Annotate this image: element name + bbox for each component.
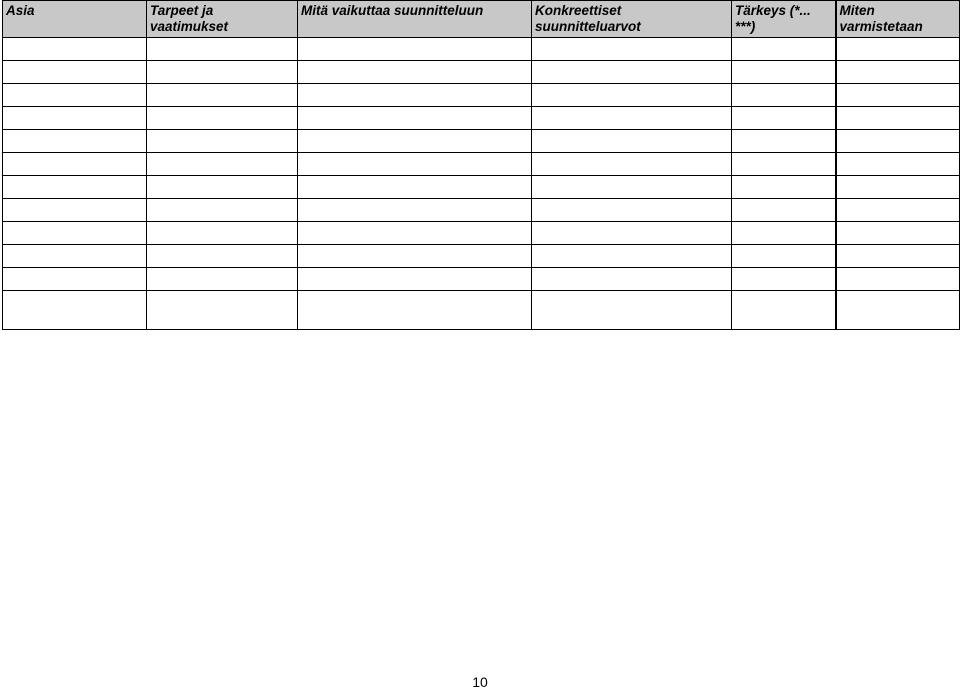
table-cell[interactable]: [732, 199, 836, 222]
header-tarpeet-ja-vaatimukset: Tarpeet ja vaatimukset: [147, 1, 298, 38]
header-tarkeys: Tärkeys (*... ***): [732, 1, 836, 38]
table-cell[interactable]: [147, 199, 298, 222]
table-cell[interactable]: [3, 268, 147, 291]
table-cell[interactable]: [732, 268, 836, 291]
table-row: [3, 245, 960, 268]
table-row: [3, 153, 960, 176]
table-cell[interactable]: [532, 84, 732, 107]
table-cell[interactable]: [147, 222, 298, 245]
table-cell[interactable]: [147, 291, 298, 330]
header-miten-varmistetaan: Miten varmistetaan: [836, 1, 960, 38]
page-number: 10: [472, 674, 488, 689]
table-cell[interactable]: [3, 84, 147, 107]
table-cell[interactable]: [147, 38, 298, 61]
table-cell[interactable]: [147, 61, 298, 84]
table-row: [3, 291, 960, 330]
table-cell[interactable]: [3, 222, 147, 245]
table-cell[interactable]: [147, 84, 298, 107]
table-cell[interactable]: [298, 61, 532, 84]
table-row: [3, 222, 960, 245]
table-cell[interactable]: [532, 38, 732, 61]
table-row: [3, 199, 960, 222]
table-row: [3, 38, 960, 61]
table-cell[interactable]: [836, 199, 960, 222]
table-cell[interactable]: [298, 222, 532, 245]
table-cell[interactable]: [732, 61, 836, 84]
table-cell[interactable]: [3, 107, 147, 130]
table-cell[interactable]: [836, 61, 960, 84]
table-cell[interactable]: [732, 84, 836, 107]
table-cell[interactable]: [532, 245, 732, 268]
table-cell[interactable]: [732, 130, 836, 153]
table-cell[interactable]: [298, 199, 532, 222]
table-cell[interactable]: [836, 130, 960, 153]
table-cell[interactable]: [147, 107, 298, 130]
table-cell[interactable]: [532, 176, 732, 199]
table-cell[interactable]: [147, 176, 298, 199]
table-cell[interactable]: [732, 153, 836, 176]
table-row: [3, 130, 960, 153]
table-row: [3, 268, 960, 291]
table-cell[interactable]: [532, 107, 732, 130]
table-row: [3, 84, 960, 107]
table-cell[interactable]: [298, 130, 532, 153]
table-cell[interactable]: [732, 245, 836, 268]
table-cell[interactable]: [836, 291, 960, 330]
table-cell[interactable]: [732, 222, 836, 245]
table-cell[interactable]: [298, 84, 532, 107]
table-cell[interactable]: [147, 268, 298, 291]
header-asia: Asia: [3, 1, 147, 38]
table-cell[interactable]: [3, 153, 147, 176]
table-cell[interactable]: [298, 245, 532, 268]
table-cell[interactable]: [836, 176, 960, 199]
table-cell[interactable]: [532, 222, 732, 245]
header-mita-vaikuttaa: Mitä vaikuttaa suunnitteluun: [298, 1, 532, 38]
table-cell[interactable]: [732, 291, 836, 330]
table-header-row: [3, 1, 960, 38]
table-row: [3, 176, 960, 199]
table-cell[interactable]: [532, 268, 732, 291]
table-cell[interactable]: [3, 199, 147, 222]
table-cell[interactable]: [532, 199, 732, 222]
table-cell[interactable]: [732, 38, 836, 61]
table-cell[interactable]: [836, 268, 960, 291]
table-cell[interactable]: [836, 84, 960, 107]
table-cell[interactable]: [147, 245, 298, 268]
table-cell[interactable]: [298, 291, 532, 330]
table-cell[interactable]: [298, 268, 532, 291]
table-cell[interactable]: [3, 291, 147, 330]
table-cell[interactable]: [298, 176, 532, 199]
table-cell[interactable]: [836, 107, 960, 130]
table-cell[interactable]: [836, 38, 960, 61]
table-cell[interactable]: [836, 153, 960, 176]
table-cell[interactable]: [532, 130, 732, 153]
table-cell[interactable]: [3, 61, 147, 84]
requirements-table: [2, 0, 960, 330]
table-cell[interactable]: [3, 38, 147, 61]
table-cell[interactable]: [836, 222, 960, 245]
table-cell[interactable]: [732, 176, 836, 199]
table-cell[interactable]: [3, 130, 147, 153]
table-cell[interactable]: [532, 61, 732, 84]
table-cell[interactable]: [3, 176, 147, 199]
table-cell[interactable]: [836, 245, 960, 268]
table-cell[interactable]: [732, 107, 836, 130]
table-row: [3, 61, 960, 84]
header-konkreettiset-arvot: Konkreettiset suunnitteluarvot: [532, 1, 732, 38]
table-cell[interactable]: [147, 130, 298, 153]
table-cell[interactable]: [3, 245, 147, 268]
table-body: [3, 38, 960, 330]
table-cell[interactable]: [147, 153, 298, 176]
table-cell[interactable]: [532, 153, 732, 176]
table-cell[interactable]: [298, 38, 532, 61]
table-cell[interactable]: [298, 153, 532, 176]
table-cell[interactable]: [532, 291, 732, 330]
table-row: [3, 107, 960, 130]
table-cell[interactable]: [298, 107, 532, 130]
